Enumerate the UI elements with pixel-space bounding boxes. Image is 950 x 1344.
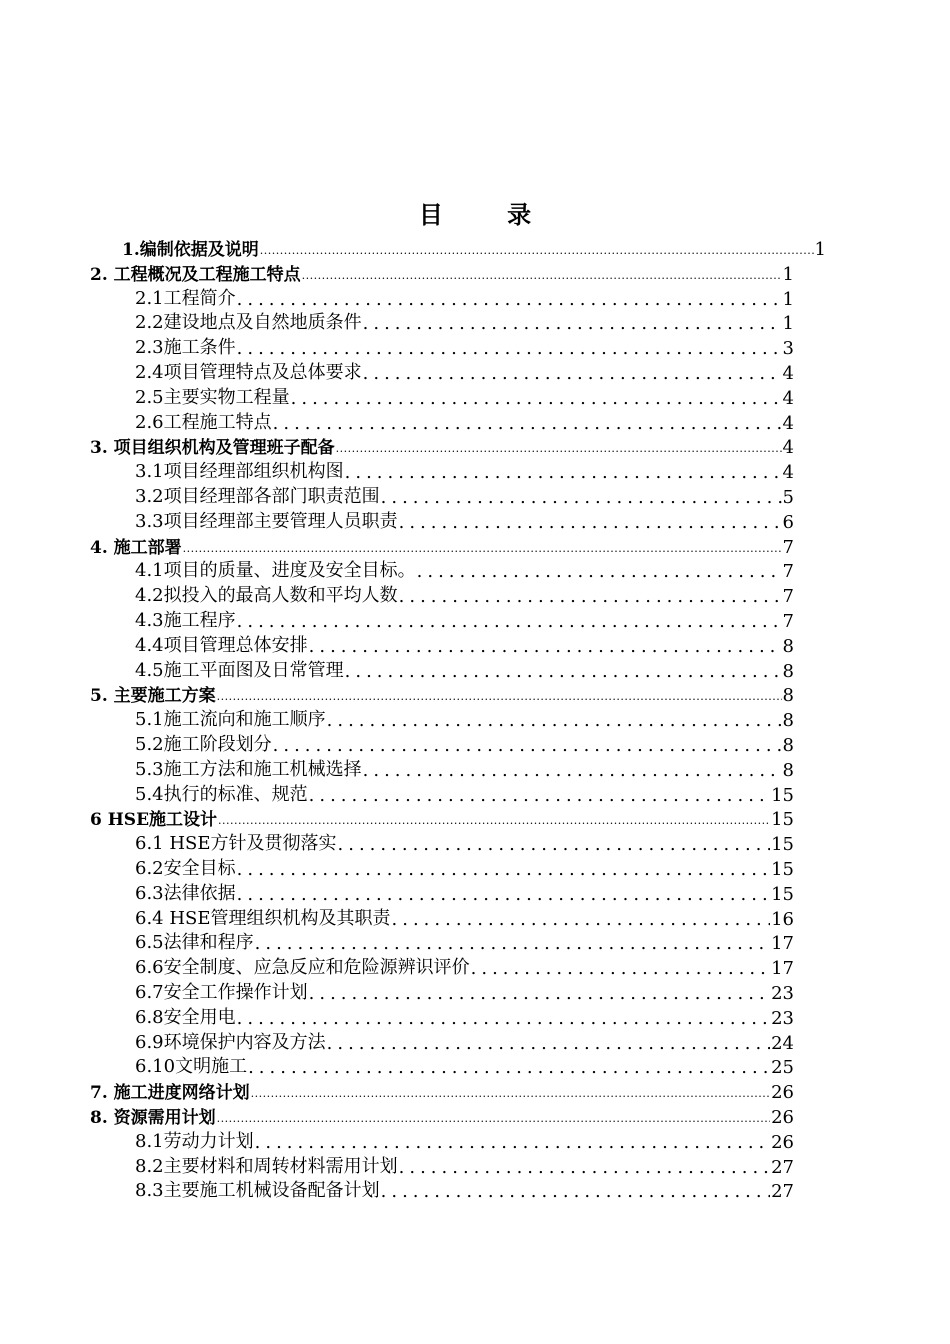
toc-entry-label: 4.2拟投入的最高人数和平均人数: [135, 585, 398, 607]
dot-leader: [345, 458, 782, 483]
toc-entry-label: 6.1 HSE方针及贯彻落实: [135, 833, 337, 855]
dot-leader: [248, 1053, 770, 1078]
toc-entry[interactable]: [135, 830, 794, 855]
dot-leader: [363, 756, 782, 781]
toc-entry-label: 6.8安全用电: [135, 1006, 236, 1028]
toc-entry[interactable]: [135, 1029, 794, 1054]
dot-leader: [345, 657, 782, 682]
toc-entry-label: 6.2安全目标: [135, 858, 236, 879]
toc-entry-label: 2.4项目管理特点及总体要求: [135, 362, 362, 383]
toc-entry[interactable]: [135, 384, 794, 409]
toc-entry-label: 6.9环境保护内容及方法: [135, 1031, 326, 1053]
toc-entry[interactable]: [122, 235, 826, 260]
dot-leader: [309, 632, 782, 657]
toc-entry-label: 4. 施工部署: [90, 537, 182, 558]
dot-leader: [381, 1177, 770, 1202]
toc-entry-label: 8.2主要材料和周转材料需用计划: [135, 1155, 398, 1177]
toc-entry[interactable]: [90, 533, 794, 558]
dot-leader: [363, 309, 782, 334]
toc-entry[interactable]: [90, 1103, 794, 1128]
dot-leader: [336, 433, 782, 458]
toc-entry[interactable]: [135, 979, 794, 1004]
dot-leader: [217, 681, 782, 706]
dot-leader: [327, 706, 782, 731]
toc-entry[interactable]: [135, 557, 794, 582]
toc-entry-page-number: 4: [782, 363, 794, 384]
toc-entry-page-number: 8: [782, 710, 794, 732]
toc-entry[interactable]: [135, 1004, 794, 1029]
toc-entry-label: 6.7安全工作操作计划: [135, 982, 308, 1003]
toc-entry-page-number: 15: [771, 834, 794, 856]
toc-entry[interactable]: [135, 607, 794, 632]
dot-leader: [327, 1029, 770, 1054]
toc-entry-label: 8. 资源需用计划: [90, 1108, 216, 1128]
toc-entry-label: 4.5施工平面图及日常管理: [135, 659, 344, 681]
toc-entry-label: 5.1施工流向和施工顺序: [135, 709, 326, 731]
toc-entry[interactable]: [135, 781, 794, 806]
toc-entry-page-number: 15: [771, 809, 794, 831]
toc-entry-label: 6.6安全制度、应急反应和危险源辨识评价: [135, 957, 470, 979]
toc-entry[interactable]: [135, 582, 794, 607]
toc-entry[interactable]: [135, 1053, 794, 1078]
toc-entry[interactable]: [135, 706, 794, 731]
dot-leader: [255, 929, 770, 954]
dot-leader: [237, 334, 782, 359]
toc-entry-page-number: 23: [771, 1007, 794, 1029]
toc-entry-label: 4.4项目管理总体安排: [135, 634, 308, 656]
toc-entry[interactable]: [135, 855, 794, 880]
dot-leader: [309, 979, 770, 1004]
toc-entry-label: 2. 工程概况及工程施工特点: [90, 264, 301, 285]
toc-entry-page-number: 16: [771, 908, 794, 930]
dot-leader: [399, 508, 782, 533]
dot-leader: [255, 1128, 770, 1153]
toc-entry-label: 2.5主要实物工程量: [135, 386, 290, 408]
toc-entry-label: 4.1项目的质量、进度及安全目标。: [135, 560, 416, 582]
dot-leader: [237, 607, 782, 632]
dot-leader: [399, 582, 782, 607]
toc-entry[interactable]: [135, 334, 794, 359]
dot-leader: [260, 235, 814, 260]
toc-entry-page-number: 6: [782, 511, 794, 533]
toc-entry[interactable]: [135, 929, 794, 954]
toc-entry-label: 3.3项目经理部主要管理人员职责: [135, 510, 398, 532]
toc-entry-page-number: 27: [771, 1181, 794, 1203]
dot-leader: [309, 781, 770, 806]
toc-entry-label: 6.3法律依据: [135, 882, 236, 904]
toc-entry[interactable]: [135, 508, 794, 533]
toc-entry-page-number: 1: [814, 239, 826, 260]
toc-entry-page-number: 4: [782, 387, 794, 409]
toc-entry[interactable]: [135, 880, 794, 905]
dot-leader: [302, 260, 782, 285]
toc-entry[interactable]: [90, 260, 794, 285]
toc-entry-page-number: 1: [782, 313, 794, 335]
toc-entry-page-number: 15: [771, 784, 794, 806]
toc-entry-page-number: 4: [782, 412, 794, 434]
dot-leader: [381, 483, 782, 508]
toc-entry-label: 6.10文明施工: [135, 1056, 248, 1078]
toc-entry-label: 6.4 HSE管理组织机构及其职责: [135, 907, 391, 929]
toc-entry[interactable]: [90, 681, 794, 706]
toc-entry-page-number: 4: [782, 462, 794, 484]
toc-entry-page-number: 26: [771, 1082, 794, 1104]
toc-entry-page-number: 7: [782, 536, 794, 558]
toc-entry[interactable]: [90, 805, 794, 830]
toc-entry-label: 8.1劳动力计划: [135, 1130, 254, 1152]
toc-entry-label: 8.3主要施工机械设备配备计划: [135, 1180, 380, 1202]
toc-entry-label: 5.3施工方法和施工机械选择: [135, 758, 362, 780]
dot-leader: [273, 409, 782, 434]
toc-entry-page-number: 3: [782, 338, 794, 360]
dot-leader: [471, 954, 770, 979]
toc-entry-label: 2.2建设地点及自然地质条件: [135, 312, 362, 334]
toc-entry-label: 3. 项目组织机构及管理班子配备: [90, 438, 335, 459]
dot-leader: [237, 880, 770, 905]
toc-entry-page-number: 26: [771, 1107, 794, 1128]
toc-entry[interactable]: [135, 285, 794, 310]
dot-leader: [183, 533, 782, 558]
toc-entry[interactable]: [135, 1153, 794, 1178]
toc-entry-page-number: 15: [771, 883, 794, 905]
toc-entry[interactable]: [135, 632, 794, 657]
toc-entry[interactable]: [90, 433, 794, 458]
toc-entry-label: 5.4执行的标准、规范: [135, 783, 308, 805]
toc-entry-page-number: 24: [771, 1032, 794, 1054]
toc-entry[interactable]: [135, 309, 794, 334]
dot-leader: [251, 1078, 770, 1103]
toc-entry-page-number: 7: [782, 611, 794, 632]
toc-entry-page-number: 1: [782, 263, 794, 285]
dot-leader: [237, 855, 770, 880]
toc-entry[interactable]: [135, 483, 794, 508]
toc-entry-label: 6 HSE施工设计: [90, 810, 218, 831]
toc-entry-page-number: 17: [771, 958, 794, 980]
toc-entry[interactable]: [135, 1177, 794, 1202]
toc-entry-page-number: 4: [782, 437, 794, 459]
toc-entry-label: 5.2施工阶段划分: [135, 734, 272, 755]
toc-entry-page-number: 7: [782, 586, 794, 608]
dot-leader: [399, 1153, 770, 1178]
toc-entry-page-number: 8: [782, 735, 794, 756]
toc-entry-label: 6.5法律和程序: [135, 932, 254, 954]
dot-leader: [273, 731, 782, 756]
toc-entry[interactable]: [135, 756, 794, 781]
toc-entry-label: 2.3施工条件: [135, 337, 236, 359]
dot-leader: [217, 1103, 770, 1128]
dot-leader: [338, 830, 771, 855]
dot-leader: [218, 805, 770, 830]
toc-entry-label: 3.1项目经理部组织机构图: [135, 461, 344, 483]
dot-leader: [363, 359, 782, 384]
toc-entry[interactable]: [135, 905, 794, 930]
page-title: 目 录: [418, 200, 560, 229]
toc-entry-page-number: 26: [771, 1131, 794, 1153]
toc-entry-page-number: 25: [771, 1057, 794, 1079]
toc-entry-page-number: 23: [771, 983, 794, 1004]
dot-leader: [291, 384, 782, 409]
toc-entry-label: 5. 主要施工方案: [90, 686, 216, 707]
toc-entry-label: 2.1工程简介: [135, 287, 236, 309]
toc-entry[interactable]: [135, 954, 794, 979]
toc-entry-page-number: 5: [782, 487, 794, 508]
toc-entry-page-number: 8: [782, 660, 794, 682]
toc-entry[interactable]: [135, 409, 794, 434]
toc-entry[interactable]: [135, 731, 794, 756]
toc-entry-page-number: 7: [782, 561, 794, 583]
dot-leader: [237, 285, 782, 310]
toc-entry[interactable]: [90, 1078, 794, 1103]
toc-entry-page-number: 15: [771, 859, 794, 880]
toc-entry-page-number: 1: [782, 288, 794, 310]
toc-entry-page-number: 27: [771, 1156, 794, 1178]
toc-entry-page-number: 17: [771, 933, 794, 955]
toc-entry-page-number: 8: [782, 685, 794, 707]
dot-leader: [417, 557, 782, 582]
dot-leader: [392, 905, 771, 930]
toc-entry[interactable]: [135, 657, 794, 682]
toc-entry-page-number: 8: [782, 759, 794, 781]
toc-entry-page-number: 8: [782, 635, 794, 657]
toc-entry-label: 3.2项目经理部各部门职责范围: [135, 486, 380, 507]
toc-entry[interactable]: [135, 458, 794, 483]
toc-entry[interactable]: [135, 1128, 794, 1153]
toc-entry-label: 7. 施工进度网络计划: [90, 1083, 250, 1104]
dot-leader: [237, 1004, 770, 1029]
toc-entry-label: 1.编制依据及说明: [122, 240, 259, 260]
toc-entry-label: 2.6工程施工特点: [135, 411, 272, 433]
toc-entry[interactable]: [135, 359, 794, 384]
toc-entry-label: 4.3施工程序: [135, 610, 236, 631]
